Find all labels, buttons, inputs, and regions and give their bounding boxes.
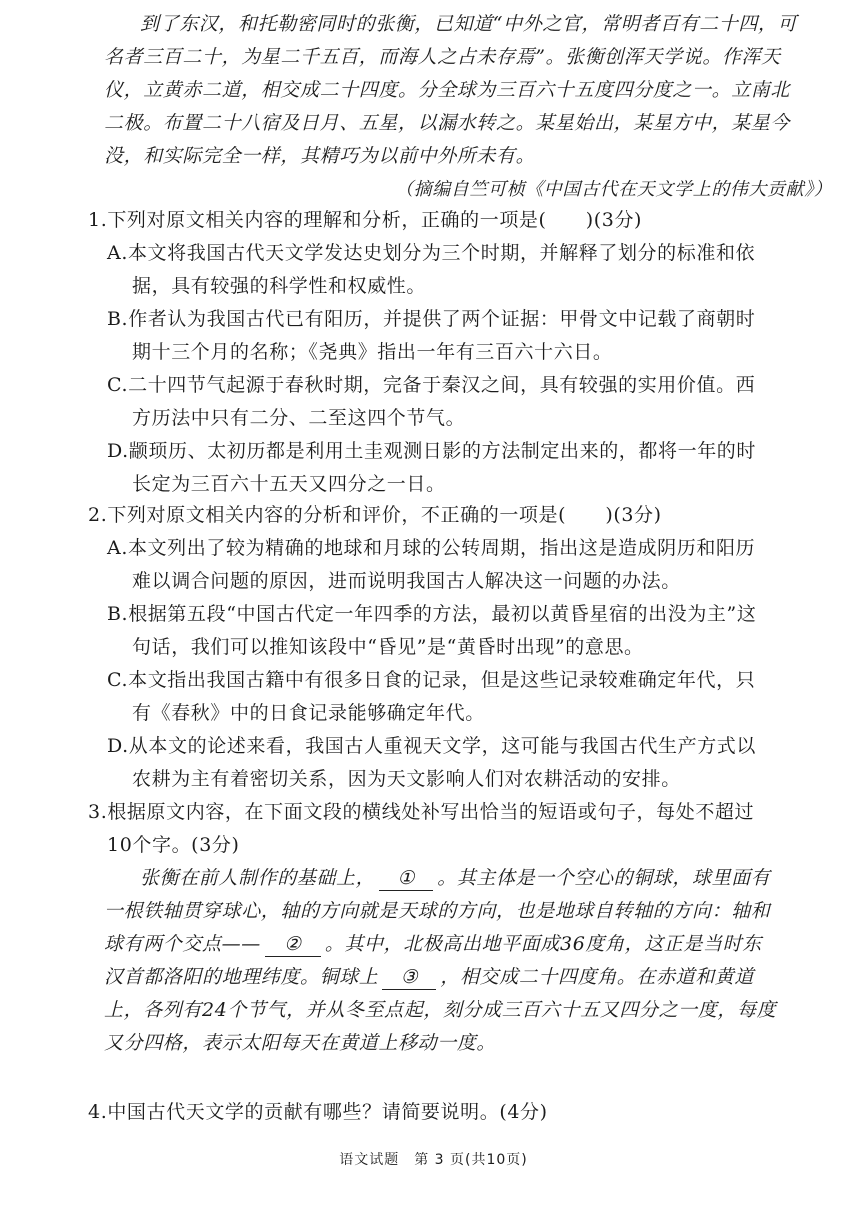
option-d: D.从本文的论述来看，我国古人重视天文学，这可能与我国古代生产方式以 — [107, 735, 756, 757]
fill-text: 汉首都洛阳的地理纬度。铜球上 — [104, 966, 379, 988]
option-a: A.本文将我国古代天文学发达史划分为三个时期，并解释了划分的标准和依 — [107, 242, 756, 264]
question-stem: 4.中国古代天文学的贡献有哪些？请简要说明。(4分) — [88, 1101, 548, 1123]
option-b: B.根据第五段“中国古代定一年四季的方法，最初以黄昏星宿的出没为主”这 — [107, 603, 757, 625]
option-a: A.本文列出了较为精确的地球和月球的公转周期，指出这是造成阴历和阳历 — [107, 537, 756, 559]
passage-line: 没，和实际完全一样，其精巧为以前中外所未有。 — [104, 145, 536, 167]
option-b-cont: 句话，我们可以推知该段中“昏见”是“黄昏时出现”的意思。 — [132, 636, 644, 658]
question-stem: 2.下列对原文相关内容的分析和评价，不正确的一项是( )(3分) — [88, 504, 662, 526]
option-c: C.本文指出我国古籍中有很多日食的记录，但是这些记录较难确定年代，只 — [107, 669, 756, 691]
option-c-cont: 方历法中只有二分、二至这四个节气。 — [132, 407, 466, 429]
question-stem: 1.下列对原文相关内容的理解和分析，正确的一项是( )(3分) — [88, 209, 643, 231]
fill-text: ，相交成二十四度角。在赤道和黄道 — [440, 966, 755, 988]
question-stem-cont: 10个字。(3分) — [107, 834, 240, 856]
fill-text: 。其中，北极高出地平面成36度角，这正是当时东 — [324, 933, 762, 955]
fill-paragraph-line: 又分四格，表示太阳每天在黄道上移动一度。 — [104, 1032, 497, 1054]
fill-text: 球有两个交点—— — [104, 933, 261, 955]
answer-blank-1[interactable]: ① — [379, 866, 433, 891]
answer-blank-3[interactable]: ③ — [382, 965, 436, 990]
fill-paragraph-line: 上，各列有24个节气，并从冬至点起，刻分成三百六十五又四分之一度，每度 — [104, 999, 777, 1021]
option-a-cont: 据，具有较强的科学性和权威性。 — [132, 275, 427, 297]
question-stem: 3.根据原文内容，在下面文段的横线处补写出恰当的短语或句子，每处不超过 — [88, 801, 755, 823]
option-d: D.颛顼历、太初历都是利用土圭观测日影的方法制定出来的，都将一年的时 — [107, 440, 756, 462]
option-c: C.二十四节气起源于春秋时期，完备于秦汉之间，具有较强的实用价值。西 — [107, 374, 756, 396]
option-c-cont: 有《春秋》中的日食记录能够确定年代。 — [132, 702, 485, 724]
option-b: B.作者认为我国古代已有阳历，并提供了两个证据：甲骨文中记载了商朝时 — [107, 308, 756, 330]
fill-text: 张衡在前人制作的基础上， — [140, 867, 376, 889]
fill-paragraph-line — [104, 961, 754, 994]
passage-line: 仪，立黄赤二道，相交成二十四度。分全球为三百六十五度四分度之一。立南北 — [104, 79, 791, 101]
passage-line: 名者三百二十，为星二千五百，而海人之占未存焉”。张衡创浑天学说。作浑天 — [104, 46, 781, 68]
fill-paragraph-line — [140, 862, 770, 895]
fill-text: 。其主体是一个空心的铜球，球里面有 — [437, 867, 771, 889]
answer-blank-2[interactable]: ② — [265, 932, 321, 957]
fill-paragraph-line: 一根铁轴贯穿球心，轴的方向就是天球的方向，也是地球自转轴的方向：轴和 — [104, 900, 771, 922]
passage-line: 到了东汉，和托勒密同时的张衡，已知道“中外之官，常明者百有二十四，可 — [140, 13, 798, 35]
fill-paragraph-line — [104, 928, 762, 961]
page-footer: 语文试题 第 3 页(共10页) — [339, 1152, 528, 1168]
option-a-cont: 难以调合问题的原因，进而说明我国古人解决这一问题的办法。 — [132, 570, 681, 592]
passage-line: 二极。布置二十八宿及日月、五星，以漏水转之。某星始出，某星方中，某星今 — [104, 112, 791, 134]
option-b-cont: 期十三个月的名称；《尧典》指出一年有三百六十六日。 — [132, 341, 613, 363]
passage-source: （摘编自竺可桢《中国古代在天文学上的伟大贡献》） — [395, 179, 833, 200]
option-d-cont: 农耕为主有着密切关系，因为天文影响人们对农耕活动的安排。 — [132, 768, 681, 790]
option-d-cont: 长定为三百六十五天又四分之一日。 — [132, 473, 446, 495]
